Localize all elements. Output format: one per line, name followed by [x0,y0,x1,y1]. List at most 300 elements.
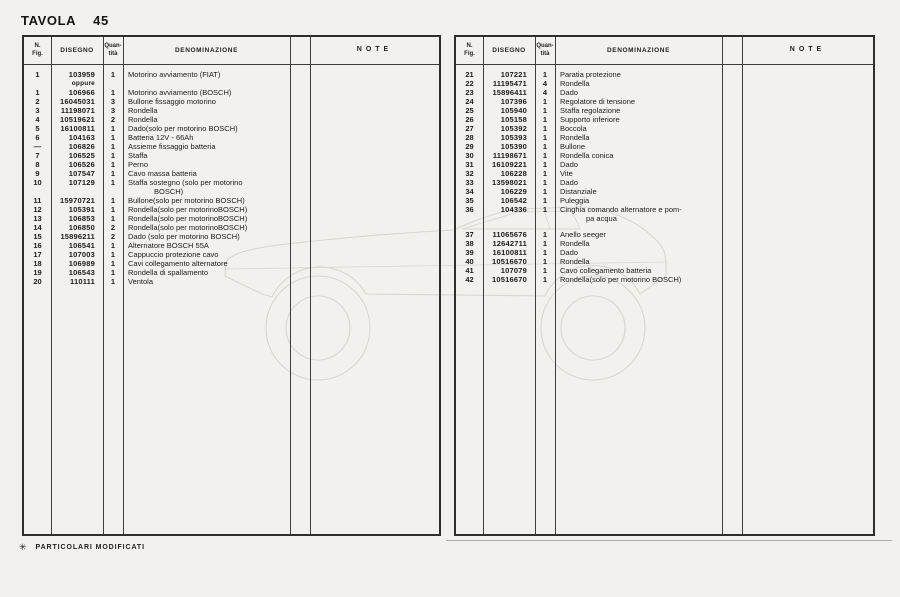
fig-number-cell: 24 [465,97,474,106]
quantity-cell: 1 [542,178,548,187]
quantity-cell: 1 [110,151,116,160]
drawing-number-cell: 10516670 [492,275,527,284]
fig-number-cell: 10 [33,178,42,187]
header-fig: N. Fig. [32,43,43,57]
parts-table-right [454,35,875,536]
fig-number-cell: 39 [465,248,474,257]
fig-number-cell: 12 [33,205,42,214]
header-quantita: Quan- tità [536,43,554,57]
fig-number-cell: 6 [35,133,40,142]
table-row [456,70,873,79]
fig-number-cell: 8 [35,160,40,169]
parts-table-left [22,35,441,536]
separator-cell [290,205,310,214]
table-row [24,106,439,115]
table-row [456,196,873,205]
separator-cell [290,97,310,106]
separator-cell [722,169,742,178]
separator-cell [290,241,310,250]
quantity-cell: 1 [542,230,548,239]
table-row [24,133,439,142]
separator-cell [722,205,742,223]
drawing-number-cell: 107547 [68,169,95,178]
fig-number-cell: 7 [35,151,40,160]
drawing-number-cell: 107221 [500,70,527,79]
separator-cell [290,88,310,97]
drawing-number-cell: 105393 [500,133,527,142]
fig-number-cell: 38 [465,239,474,248]
fig-number-cell: 27 [465,124,474,133]
separator-cell [290,133,310,142]
note-cell [310,232,439,241]
separator-cell [722,248,742,257]
drawing-number-cell: 106229 [500,187,527,196]
quantity-cell: 1 [110,196,116,205]
quantity-cell: 1 [110,214,116,223]
denomination-cell: Anello seeger [560,230,606,239]
drawing-number-cell: 15896211 [60,232,95,241]
note-cell [310,277,439,286]
denomination-cell: Rondella di spallamento [128,268,209,277]
separator-cell [722,70,742,79]
note-cell [742,205,873,223]
page-title-word: TAVOLA [21,13,77,28]
table-row [24,124,439,133]
page-fold-line [446,540,892,541]
table-row [24,223,439,232]
drawing-number-cell: 15896411 [492,88,527,97]
drawing-number-cell: 11195471 [492,79,527,88]
fig-number-cell: 31 [465,160,474,169]
drawing-number-cell: 10516670 [492,257,527,266]
table-row [24,214,439,223]
denomination-cell: Ventola [128,277,154,286]
separator-cell [290,178,310,196]
header-fig: N. Fig. [464,43,475,57]
table-row [24,196,439,205]
quantity-cell: 1 [542,133,548,142]
quantity-cell: 1 [542,248,548,257]
note-cell [742,160,873,169]
fig-number-cell: 25 [465,106,474,115]
quantity-cell: 1 [110,169,116,178]
denomination-cell: Rondella [128,106,158,115]
fig-number-cell: 30 [465,151,474,160]
header-disegno: DISEGNO [60,46,94,54]
note-cell [742,88,873,97]
separator-cell [290,214,310,223]
note-cell [310,178,439,196]
denomination-cell: Motorino avviamento (BOSCH) [128,88,232,97]
drawing-number-cell: 10519621 [60,115,95,124]
separator-cell [722,230,742,239]
drawing-number-cell: 106525 [68,151,95,160]
table-row [456,106,873,115]
table-row [24,241,439,250]
quantity-cell: 1 [542,124,548,133]
denomination-cell: Rondella [560,239,590,248]
separator-cell [290,106,310,115]
note-cell [742,239,873,248]
quantity-cell: 1 [110,70,116,79]
fig-number-cell: 28 [465,133,474,142]
table-row [24,70,439,88]
denomination-cell: Staffa regolazione [560,106,621,115]
drawing-number-cell: 16100811 [492,248,527,257]
note-cell [742,151,873,160]
separator-cell [290,223,310,232]
footer-note [19,543,145,552]
table-body-left [24,65,439,286]
quantity-cell: 1 [542,115,548,124]
fig-number-cell: 36 [465,205,474,214]
fig-number-cell: 13 [33,214,42,223]
quantity-cell: 1 [542,169,548,178]
drawing-number-cell: 106542 [500,196,527,205]
drawing-number-cell: 16109221 [492,160,527,169]
denomination-cell: Alternatore BOSCH 55A [128,241,209,250]
note-cell [742,133,873,142]
quantity-cell: 1 [110,205,116,214]
quantity-cell: 1 [542,205,548,214]
quantity-cell: 1 [542,151,548,160]
header-denominazione: DENOMINAZIONE [606,46,671,54]
table-row [456,79,873,88]
table-row [456,142,873,151]
table-row [24,151,439,160]
quantity-cell: 4 [542,88,548,97]
note-cell [742,275,873,284]
note-cell [742,187,873,196]
drawing-number-cell: 11198071 [60,106,95,115]
denomination-cell: Cinghia comando alternatore e pom- pa acqua [560,205,682,223]
quantity-cell: 1 [110,133,116,142]
denomination-cell: Rondella [560,133,590,142]
separator-cell [722,196,742,205]
drawing-number-cell: 11198671 [492,151,527,160]
fig-number-cell: 11 [33,196,42,205]
quantity-cell: 1 [110,250,116,259]
table-row [456,187,873,196]
note-cell [742,97,873,106]
note-cell [310,223,439,232]
denomination-cell: Rondella(solo per motorino BOSCH) [560,275,682,284]
note-cell [742,124,873,133]
note-cell [310,106,439,115]
note-cell [310,124,439,133]
denomination-cell: Staffa [128,151,148,160]
denomination-cell: Bullone(solo per motorino BOSCH) [128,196,245,205]
note-cell [742,115,873,124]
drawing-number-cell: 106966 [68,88,95,97]
table-row [456,178,873,187]
table-row [24,232,439,241]
table-row [24,205,439,214]
separator-cell [722,239,742,248]
note-cell [742,106,873,115]
denomination-cell: Rondella(solo per motorinoBOSCH) [128,205,248,214]
note-cell [742,230,873,239]
table-row [24,277,439,286]
denomination-cell: Rondella [560,257,590,266]
page-title [21,13,109,28]
fig-number-cell: 3 [35,106,40,115]
separator-cell [290,268,310,277]
separator-cell [722,79,742,88]
drawing-number-cell: 106853 [68,214,95,223]
denomination-cell: Bullone [560,142,586,151]
drawing-number-cell: 16045031 [60,97,95,106]
drawing-number-cell: 107396 [500,97,527,106]
denomination-cell: Cavi collegamento alternatore [128,259,228,268]
fig-number-cell: 21 [465,70,474,79]
fig-number-cell: 32 [465,169,474,178]
quantity-cell: 1 [542,70,548,79]
note-cell [742,196,873,205]
separator-cell [290,124,310,133]
denomination-cell: Rondella(solo per motorinoBOSCH) [128,223,248,232]
separator-cell [290,160,310,169]
drawing-number-cell: 110111 [70,277,95,286]
quantity-cell: 4 [542,79,548,88]
drawing-number-cell: 106228 [500,169,527,178]
table-row [456,169,873,178]
drawing-number-cell: 106850 [68,223,95,232]
separator-cell [722,151,742,160]
note-cell [310,241,439,250]
separator-cell [722,106,742,115]
drawing-number-cell: 106826 [68,142,95,151]
table-row [24,178,439,196]
separator-cell [290,169,310,178]
quantity-cell: 1 [542,142,548,151]
quantity-cell: 1 [542,275,548,284]
denomination-cell: Rondella [560,79,590,88]
note-cell [742,178,873,187]
drawing-number-cell: 107079 [500,266,527,275]
fig-number-cell: 2 [35,97,40,106]
header-note: NOTE [356,46,393,54]
drawing-number-cell: 107129 [68,178,95,187]
note-cell [310,142,439,151]
page-title-number: 45 [93,13,109,28]
denomination-cell: Dado [560,248,578,257]
drawing-number-cell: 106526 [68,160,95,169]
note-cell [310,214,439,223]
header-note: NOTE [789,46,826,54]
quantity-cell: 1 [542,187,548,196]
quantity-cell: 1 [110,124,116,133]
separator-cell [722,88,742,97]
table-row [24,142,439,151]
drawing-number-cell: 106543 [68,268,95,277]
separator-cell [722,187,742,196]
note-cell [742,169,873,178]
table-row [456,160,873,169]
table-header [24,37,439,65]
denomination-cell: Bullone fissaggio motorino [128,97,216,106]
drawing-number-cell: 105390 [500,142,527,151]
fig-number-cell: 23 [465,88,474,97]
quantity-cell: 2 [110,115,116,124]
denomination-cell: Dado [560,88,578,97]
note-cell [310,250,439,259]
note-cell [310,268,439,277]
quantity-cell: 1 [542,196,548,205]
fig-number-cell: 14 [33,223,42,232]
fig-number-cell: 1 [35,88,40,97]
note-cell [742,70,873,79]
drawing-number-cell: 13598021 [492,178,527,187]
separator-cell [290,232,310,241]
quantity-cell: 1 [542,239,548,248]
drawing-number-cell: 104336 [500,205,527,214]
table-row [456,257,873,266]
drawing-number-cell: 105940 [500,106,527,115]
note-cell [742,266,873,275]
table-row [456,275,873,284]
denomination-cell: Vite [560,169,573,178]
note-cell [310,115,439,124]
separator-cell [722,266,742,275]
denomination-cell: Cavo collegamento batteria [560,266,652,275]
quantity-cell: 3 [110,97,116,106]
denomination-cell: Dado [560,178,578,187]
separator-cell [290,277,310,286]
fig-number-cell: 9 [35,169,40,178]
table-row [24,115,439,124]
denomination-cell: Motorino avviamento (FIAT) [128,70,221,79]
table-header [456,37,873,65]
quantity-cell: 1 [110,259,116,268]
table-row [24,259,439,268]
quantity-cell: 1 [110,277,116,286]
note-cell [310,196,439,205]
denomination-cell: Assieme fissaggio batteria [128,142,216,151]
quantity-cell: 3 [110,106,116,115]
drawing-number-cell: 105158 [500,115,527,124]
table-body-right [456,65,873,284]
quantity-cell: 1 [110,241,116,250]
separator-cell [722,97,742,106]
fig-number-cell: 18 [33,259,42,268]
fig-number-cell: 17 [33,250,42,259]
separator-cell [722,257,742,266]
note-cell [310,259,439,268]
separator-cell [290,70,310,88]
quantity-cell: 1 [110,88,116,97]
drawing-number-cell: 11065676 [492,230,527,239]
table-row [456,205,873,223]
fig-number-cell: 22 [465,79,474,88]
note-cell [310,160,439,169]
fig-number-cell: 34 [465,187,474,196]
separator-cell [290,142,310,151]
table-row [456,97,873,106]
note-cell [310,97,439,106]
denomination-cell: Rondella [128,115,158,124]
drawing-number-cell: 106989 [68,259,95,268]
table-row [456,230,873,239]
separator-cell [722,133,742,142]
denomination-cell: Cappuccio protezione cavo [128,250,219,259]
header-denominazione: DENOMINAZIONE [174,46,239,54]
drawing-number-cell: 107003 [68,250,95,259]
fig-number-cell: 37 [465,230,474,239]
separator-cell [290,196,310,205]
fig-number-cell: 19 [33,268,42,277]
denomination-cell: Boccola [560,124,587,133]
separator-cell [722,142,742,151]
drawing-number-cell: 15970721 [60,196,95,205]
quantity-cell: 2 [110,223,116,232]
fig-number-cell: 15 [33,232,42,241]
separator-cell [290,115,310,124]
separator-cell [722,160,742,169]
table-row [24,160,439,169]
denomination-cell: Supporto inferiore [560,115,620,124]
note-cell [310,70,439,88]
footer-text: PARTICOLARI MODIFICATI [35,544,145,551]
table-row [456,88,873,97]
fig-number-cell: 41 [465,266,474,275]
note-cell [310,151,439,160]
quantity-cell: 1 [542,97,548,106]
denomination-cell: Dado (solo per motorino BOSCH) [128,232,240,241]
fig-number-cell: 1 [35,70,40,79]
drawing-number-cell: 12642711 [492,239,527,248]
denomination-cell: Perno [128,160,149,169]
quantity-cell: 1 [110,160,116,169]
drawing-number-cell: 16100811 [60,124,95,133]
note-cell [310,205,439,214]
asterisk-icon: ✳ [19,542,27,552]
fig-number-cell: 16 [33,241,42,250]
table-row [456,239,873,248]
table-row [456,266,873,275]
table-row [24,250,439,259]
drawing-number-cell: 104163 [68,133,95,142]
denomination-cell: Distanziale [560,187,597,196]
table-row [24,97,439,106]
header-disegno: DISEGNO [492,46,526,54]
fig-number-cell: 35 [465,196,474,205]
fig-number-cell: — [33,142,42,151]
note-cell [310,88,439,97]
quantity-cell: 1 [542,266,548,275]
table-row [456,115,873,124]
denomination-cell: Dado(solo per motorino BOSCH) [128,124,238,133]
quantity-cell: 1 [542,160,548,169]
fig-number-cell: 40 [465,257,474,266]
fig-number-cell: 4 [35,115,40,124]
note-cell [742,257,873,266]
drawing-number-cell: 105391 [68,205,95,214]
table-row [24,88,439,97]
note-cell [742,79,873,88]
denomination-cell: Rondella(solo per motorinoBOSCH) [128,214,248,223]
separator-cell [722,124,742,133]
drawing-number-cell: 103959 oppure [68,70,95,87]
note-cell [742,248,873,257]
separator-cell [290,151,310,160]
denomination-cell: Dado [560,160,578,169]
quantity-cell: 1 [110,178,116,187]
denomination-cell: Cavo massa batteria [128,169,197,178]
fig-number-cell: 5 [35,124,40,133]
table-row [24,169,439,178]
drawing-number-cell: 105392 [500,124,527,133]
